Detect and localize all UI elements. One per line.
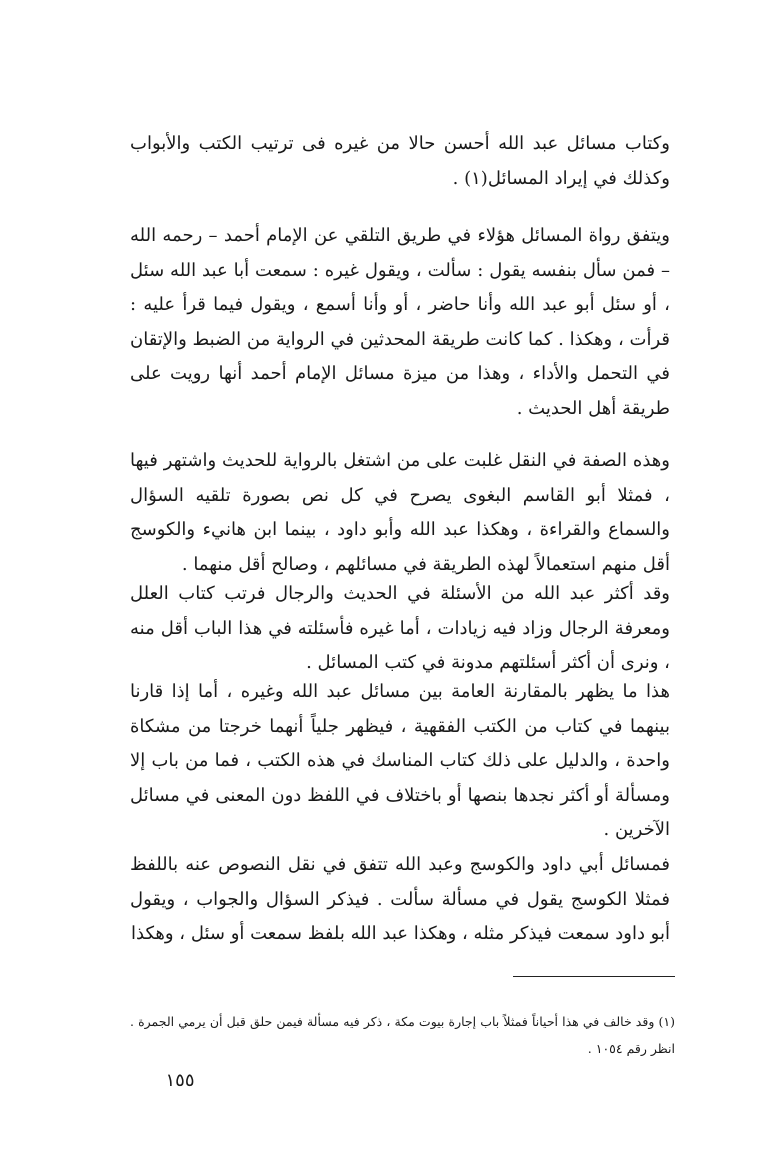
footnote-separator (513, 976, 675, 977)
paragraph-5: هذا ما يظهر بالمقارنة العامة بين مسائل عبد الله وغيره ، أما إذا قارنا بينهما في كتاب من الكتب الفقهية ، فيظهر جلياً أنهما خرجتا من مشكاة واحدة ، والدليل على ذلك كتاب المناسك في هذه الكتب ، فما من باب إلا ومسألة أو أكثر نجدها بنصها أو باختلاف في اللفظ دون المعنى في مسائل الآخرين . (130, 681, 670, 840)
footnote: (١) وقد خالف في هذا أحياناً فمثلاً باب إجارة بيوت مكة ، ذكر فيه مسألة فيمن حلق قبل أن يرمي الجمرة . انظر رقم ١٠٥٤ . (130, 1014, 675, 1056)
paragraph-3: وهذه الصفة في النقل غلبت على من اشتغل بالرواية للحديث واشتهر فيها ، فمثلا أبو القاسم البغوى يصرح في كل نص بصورة تلقيه السؤال والسماع والقراءة ، وهكذا عبد الله وأبو داود ، بينما ابن هانيء والكوسج أقل منهم استعمالاً لهذه الطريقة في مسائلهم ، وصالح أقل منهما . (130, 450, 670, 575)
paragraph-1: وكتاب مسائل عبد الله أحسن حالا من غيره فى ترتيب الكتب والأبواب وكذلك في إيراد المسائل(١) . (130, 133, 671, 189)
paragraph-6: فمسائل أبي داود والكوسج وعبد الله تتفق في نقل النصوص عنه باللفظ فمثلا الكوسج يقول في مسألة سألت . فيذكر السؤال والجواب ، ويقول أبو داود سمعت فيذكر مثله ، وهكذا عبد الله بلفظ سمعت أو سئل ، وهكذا (130, 854, 670, 944)
page-number: ١٥٥ (165, 1070, 195, 1091)
paragraph-4: وقد أكثر عبد الله من الأسئلة في الحديث والرجال فرتب كتاب العلل ومعرفة الرجال وزاد فيه زيادات ، أما غيره فأسئلته في هذا الباب أقل منه ، ونرى أن أكثر أسئلتهم مدونة في كتب المسائل . (130, 583, 670, 673)
paragraph-2: ويتفق رواة المسائل هؤلاء في طريق التلقي عن الإمام أحمد – رحمه الله – فمن سأل بنفسه يقول : سألت ، ويقول غيره : سمعت أبا عبد الله سئل ، أو سئل أبو عبد الله وأنا حاضر ، أو وأنا أسمع ، ويقول فيما قرأ عليه : قرأت ، وهكذا . كما كانت طريقة المحدثين في الرواية من الضبط والإتقان في التحمل والأداء ، وهذا من ميزة مسائل الإمام أحمد أنها رويت على طريقة أهل الحديث . (130, 225, 670, 419)
